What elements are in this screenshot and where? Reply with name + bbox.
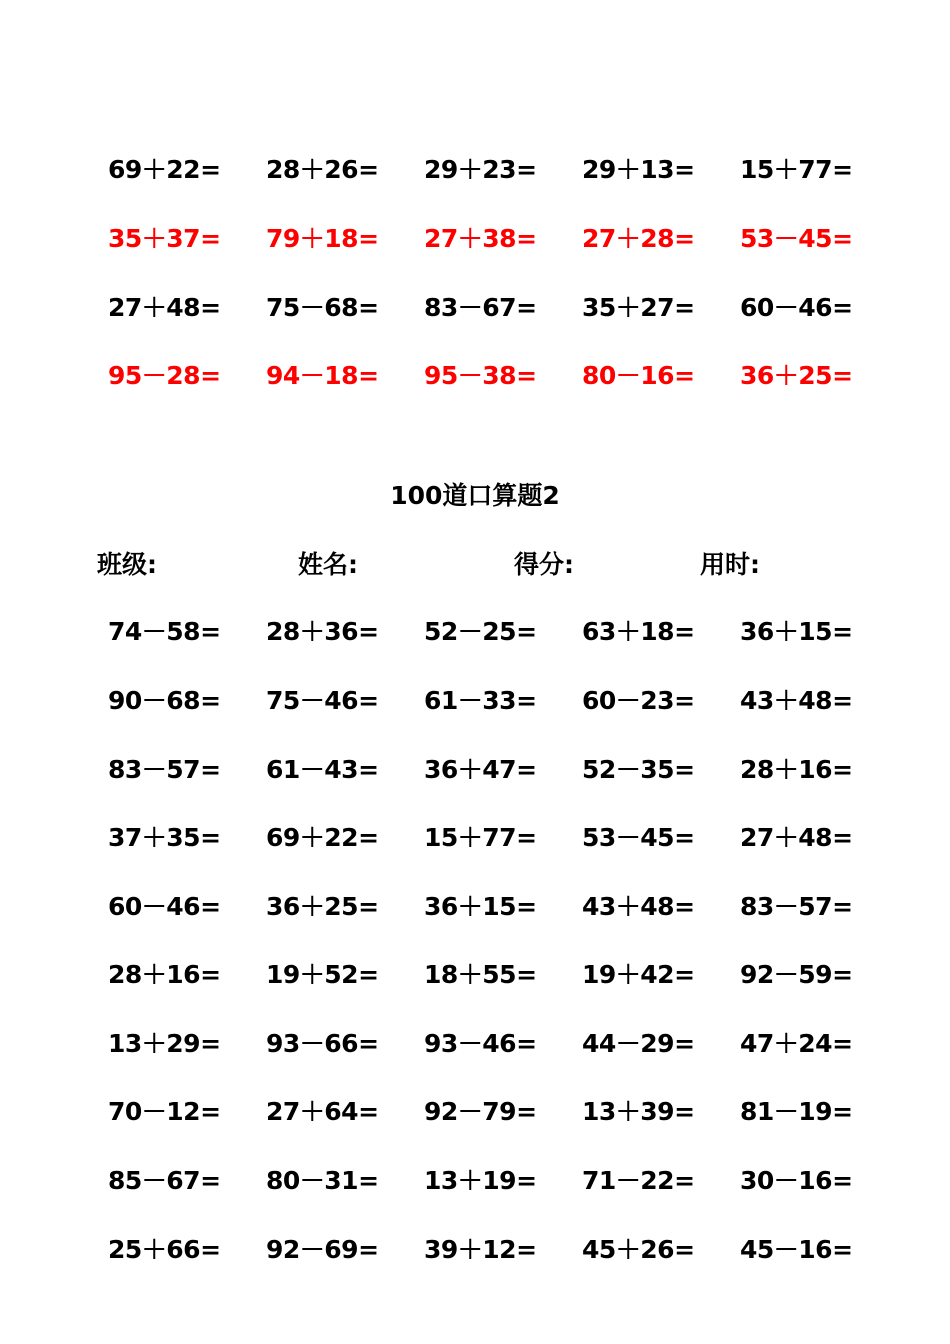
problem-row	[0, 1024, 950, 1064]
problem: 28＋36=	[266, 617, 379, 646]
problem: 85－67=	[108, 1166, 221, 1195]
problem: 39＋12=	[424, 1235, 537, 1264]
problem-row	[0, 219, 950, 259]
problem: 60－46=	[740, 293, 853, 322]
problem: 53－45=	[582, 823, 695, 852]
problem: 27＋48=	[740, 823, 853, 852]
problem: 83－67=	[424, 293, 537, 322]
problem: 63＋18=	[582, 617, 695, 646]
problem: 35＋27=	[582, 293, 695, 322]
name-label: 姓名:	[298, 550, 358, 579]
problem: 74－58=	[108, 617, 221, 646]
score-label: 得分:	[514, 550, 574, 579]
problem: 80－16=	[582, 361, 695, 390]
class-label: 班级:	[97, 550, 157, 579]
problem-row	[0, 288, 950, 328]
problem: 83－57=	[108, 755, 221, 784]
problem: 13＋39=	[582, 1097, 695, 1126]
problem: 79＋18=	[266, 224, 379, 253]
problem: 70－12=	[108, 1097, 221, 1126]
problem-row	[0, 356, 950, 396]
problem: 43＋48=	[582, 892, 695, 921]
problem: 92－79=	[424, 1097, 537, 1126]
problem: 36＋47=	[424, 755, 537, 784]
problem: 52－35=	[582, 755, 695, 784]
problem: 25＋66=	[108, 1235, 221, 1264]
problem-row	[0, 750, 950, 790]
problem-row	[0, 818, 950, 858]
problem: 90－68=	[108, 686, 221, 715]
problem: 13＋29=	[108, 1029, 221, 1058]
problem-row	[0, 150, 950, 190]
problem: 45－16=	[740, 1235, 853, 1264]
problem: 75－46=	[266, 686, 379, 715]
problem: 35＋37=	[108, 224, 221, 253]
problem: 60－46=	[108, 892, 221, 921]
problem: 36＋25=	[740, 361, 853, 390]
problem: 30－16=	[740, 1166, 853, 1195]
problem: 95－38=	[424, 361, 537, 390]
problem: 45＋26=	[582, 1235, 695, 1264]
problem: 28＋26=	[266, 155, 379, 184]
problem: 15＋77=	[740, 155, 853, 184]
worksheet-title: 100道口算题2	[390, 481, 560, 510]
problem: 19＋52=	[266, 960, 379, 989]
problem: 92－69=	[266, 1235, 379, 1264]
problem-row	[0, 681, 950, 721]
problem: 93－46=	[424, 1029, 537, 1058]
problem: 52－25=	[424, 617, 537, 646]
problem-row	[0, 612, 950, 652]
problem: 69＋22=	[108, 155, 221, 184]
problem: 13＋19=	[424, 1166, 537, 1195]
problem: 27＋28=	[582, 224, 695, 253]
problem: 53－45=	[740, 224, 853, 253]
problem: 60－23=	[582, 686, 695, 715]
problem: 15＋77=	[424, 823, 537, 852]
problem: 75－68=	[266, 293, 379, 322]
problem: 61－33=	[424, 686, 537, 715]
problem: 93－66=	[266, 1029, 379, 1058]
problem: 29＋13=	[582, 155, 695, 184]
problem: 83－57=	[740, 892, 853, 921]
problem: 43＋48=	[740, 686, 853, 715]
time-label: 用时:	[700, 550, 760, 579]
problem: 18＋55=	[424, 960, 537, 989]
problem: 61－43=	[266, 755, 379, 784]
problem-row	[0, 1230, 950, 1270]
problem: 44－29=	[582, 1029, 695, 1058]
problem-row	[0, 955, 950, 995]
problem: 19＋42=	[582, 960, 695, 989]
problem: 81－19=	[740, 1097, 853, 1126]
problem-row	[0, 1092, 950, 1132]
problem: 71－22=	[582, 1166, 695, 1195]
problem: 37＋35=	[108, 823, 221, 852]
problem: 28＋16=	[108, 960, 221, 989]
problem: 29＋23=	[424, 155, 537, 184]
problem: 95－28=	[108, 361, 221, 390]
problem-row	[0, 1161, 950, 1201]
problem: 27＋64=	[266, 1097, 379, 1126]
problem: 80－31=	[266, 1166, 379, 1195]
problem-row	[0, 887, 950, 927]
problem: 27＋48=	[108, 293, 221, 322]
problem: 69＋22=	[266, 823, 379, 852]
problem: 47＋24=	[740, 1029, 853, 1058]
problem: 28＋16=	[740, 755, 853, 784]
problem: 92－59=	[740, 960, 853, 989]
problem: 94－18=	[266, 361, 379, 390]
problem: 36＋15=	[740, 617, 853, 646]
problem: 27＋38=	[424, 224, 537, 253]
problem: 36＋15=	[424, 892, 537, 921]
problem: 36＋25=	[266, 892, 379, 921]
